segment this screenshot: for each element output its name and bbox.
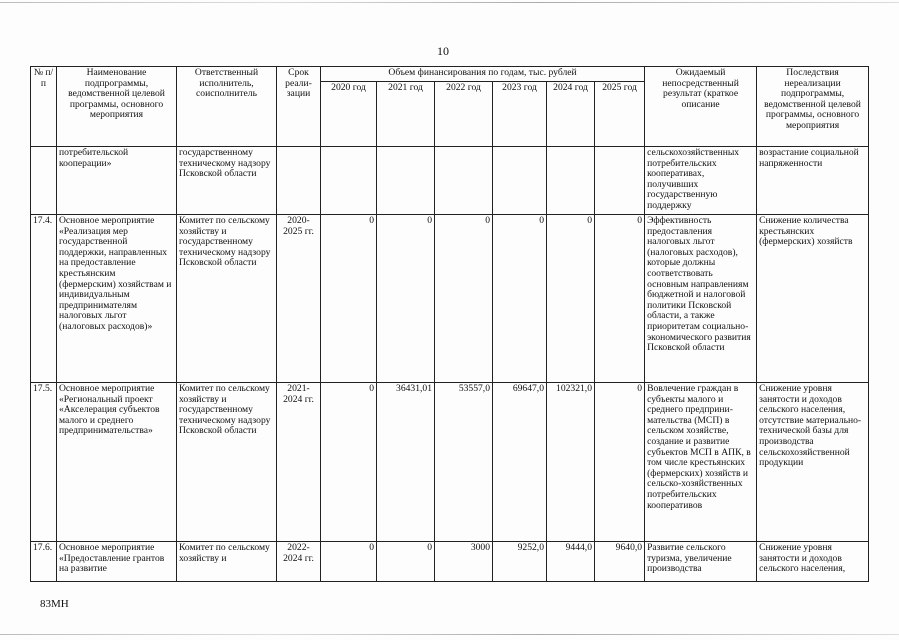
cell-name: Основное мероприятие «Региональный проект «Акселерация субъектов малого и среднего предпринимательства»: [57, 383, 177, 542]
header-year: 2020 год: [321, 82, 377, 147]
header-year: 2022 год: [435, 82, 493, 147]
cell-value: 0: [321, 383, 377, 542]
cell-value: 0: [595, 383, 645, 542]
cell-no: 17.5.: [31, 383, 57, 542]
header-row-1: [31, 67, 869, 82]
table-row: [31, 542, 869, 582]
cell-result: сельскохозяйственных потребительских кооперативах, получивших государственную поддержку: [645, 147, 757, 215]
cell-value: [321, 147, 377, 215]
cell-term: 2022-2024 гг.: [277, 542, 321, 582]
cell-name: Основное мероприятие «Предоставление грантов на развитие: [57, 542, 177, 582]
table-row: [31, 383, 869, 542]
cell-consequences: Снижение уровня занятости и доходов сельского населения,: [757, 542, 869, 582]
cell-value: 0: [321, 215, 377, 383]
cell-no: 17.6.: [31, 542, 57, 582]
page-number: 10: [437, 44, 449, 58]
cell-value: 0: [377, 215, 435, 383]
header-term: Срок реали-зации: [277, 67, 321, 147]
cell-value: 3000: [435, 542, 493, 582]
cell-term: 2020-2025 гг.: [277, 215, 321, 383]
cell-value: 0: [321, 542, 377, 582]
cell-result: Вовлечение граждан в субъекты малого и среднего предприни-мательства (МСП) в сельском хозяйстве, создание и развитие субъектов МСП в АПК, в том числе крестьянских (фермерских) хозяйств и сельско-хозяйственных потребительских кооперативов: [645, 383, 757, 542]
cell-value: 0: [595, 215, 645, 383]
scan-edge-bottom: [0, 634, 899, 635]
header-no: № п/п: [31, 67, 57, 147]
cell-no: 17.4.: [31, 215, 57, 383]
cell-consequences: Снижение уровня занятости и доходов сельского населения, отсутствие материально-технической базы для производства сельскохозяйственной продукции: [757, 383, 869, 542]
header-consequences: Последствия нереализации подпрограммы, ведомственной целевой программы, основного мероприятия: [757, 67, 869, 147]
cell-value: 0: [377, 542, 435, 582]
cell-value: 9640,0: [595, 542, 645, 582]
cell-value: 0: [493, 215, 547, 383]
cell-term: [277, 147, 321, 215]
cell-value: 102321,0: [547, 383, 595, 542]
financing-table: [30, 66, 869, 582]
cell-name: Основное мероприятие «Реализация мер государственной поддержки, направленных на предоставление крестьянским (фермерским) хозяйствам и индивидуальным предпринимателям налоговых льгот (налоговых расходов)»: [57, 215, 177, 383]
cell-result: Развитие сельского туризма, увеличение производства: [645, 542, 757, 582]
cell-value: [493, 147, 547, 215]
header-financing: Объем финансирования по годам, тыс. рублей: [321, 67, 645, 82]
header-result: Ожидаемый непосредственный результат (краткое описание: [645, 67, 757, 147]
header-year: 2025 год: [595, 82, 645, 147]
cell-executor: Комитет по сельскому хозяйству и: [177, 542, 277, 582]
scan-edge-top: [0, 2, 899, 3]
cell-name: потребительской кооперации»: [57, 147, 177, 215]
cell-executor: Комитет по сельскому хозяйству и государственному техническому надзору Псковской области: [177, 215, 277, 383]
cell-value: [547, 147, 595, 215]
cell-consequences: возрастание социальной напряженности: [757, 147, 869, 215]
table-row: [31, 215, 869, 383]
cell-value: 69647,0: [493, 383, 547, 542]
cell-value: 0: [435, 215, 493, 383]
cell-executor: государственному техническому надзору Псковской области: [177, 147, 277, 215]
header-year: 2024 год: [547, 82, 595, 147]
cell-value: 0: [547, 215, 595, 383]
footer-code: 83МН: [40, 598, 69, 610]
cell-value: [377, 147, 435, 215]
header-year: 2023 год: [493, 82, 547, 147]
header-executor: Ответственный исполнитель, соисполнитель: [177, 67, 277, 147]
table-row: [31, 147, 869, 215]
cell-value: [435, 147, 493, 215]
cell-value: 9252,0: [493, 542, 547, 582]
cell-consequences: Снижение количества крестьянских (фермерских) хозяйств: [757, 215, 869, 383]
header-year: 2021 год: [377, 82, 435, 147]
cell-executor: Комитет по сельскому хозяйству и государственному техническому надзору Псковской области: [177, 383, 277, 542]
cell-value: 53557,0: [435, 383, 493, 542]
cell-value: 36431,01: [377, 383, 435, 542]
cell-result: Эффективность предоставления налоговых льгот (налоговых расходов), которые должны соответствовать основным направлениям бюджетной и налоговой политики Псковской области, а также приоритетам социально-экономического развития Псковской области: [645, 215, 757, 383]
header-name: Наименование подпрограммы, ведомственной целевой программы, основного мероприятия: [57, 67, 177, 147]
cell-value: [595, 147, 645, 215]
cell-term: 2021-2024 гг.: [277, 383, 321, 542]
cell-value: 9444,0: [547, 542, 595, 582]
cell-no: [31, 147, 57, 215]
